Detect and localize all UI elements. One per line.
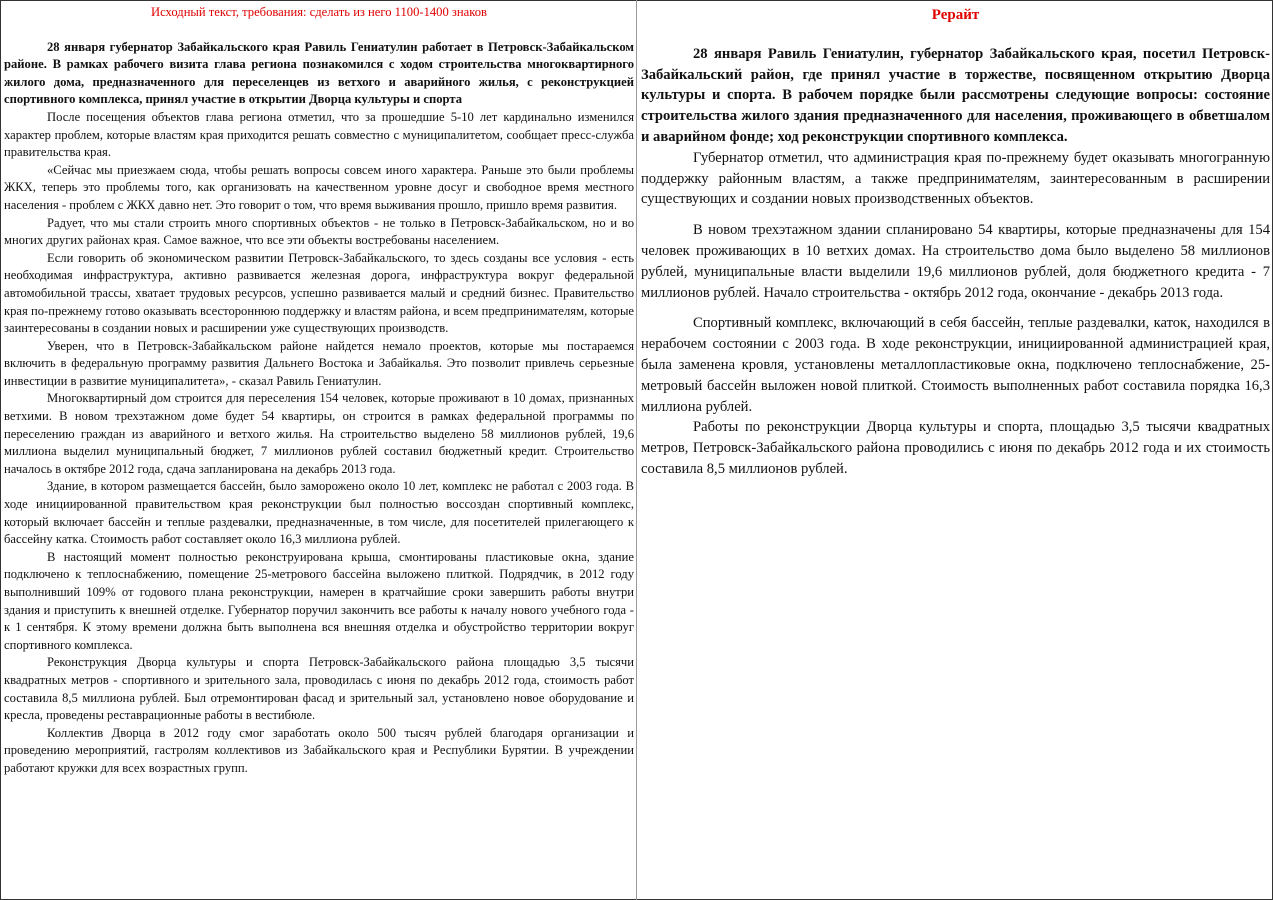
source-paragraph: Уверен, что в Петровск-Забайкальском районе найдется немало проектов, которые мы постараемся включить в федеральную программу развития Дальнего Востока и Забайкалья. Это позволит привлечь серьезные инвестиции в развитие муниципалитета», - сказал Равиль Гениатулин. [4, 338, 634, 388]
rewrite-paragraph: Работы по реконструкции Дворца культуры и спорта, площадью 3,5 тысячи квадратных метров, Петровск-Забайкальского района проводились с июня по декабрь 2012 года и их стоимость составила 8,5 миллионов рублей. [641, 419, 1270, 477]
rewrite-header: Рерайт [931, 7, 980, 23]
rewrite-lead-paragraph: 28 января Равиль Гениатулин, губернатор Забайкальского края, посетил Петровск-Забайкальский район, где принял участие в торжестве, посвященном открытию Дворца культуры и спорта. В рабочем порядке были рассмотрены следующие вопросы: состояние строительства жилого здания предназначенного для населения, проживающего в обветшалом и аварийном фонде; ход реконструкции спортивного комплекса. [641, 45, 1270, 145]
source-paragraph: «Сейчас мы приезжаем сюда, чтобы решать вопросы совсем иного характера. Раньше это были проблемы ЖКХ, теперь это проблемы того, как организовать на качественном уровне досуг и свободное время местного населения - проблем с ЖКХ давно нет. Это говорит о том, что время выживания прошло, пришло время развития. [4, 162, 634, 212]
column-divider [636, 0, 637, 900]
rewrite-paragraph: В новом трехэтажном здании спланировано 54 квартиры, которые предназначены для 154 человек проживающих в 10 ветхих домах. На строительство дома было выделено 58 миллионов рублей, муниципальные власти выделили 19,6 миллионов рублей, доля бюджетного кредита - 7 миллионов рублей. Начало строительства - октябрь 2012 года, окончание - декабрь 2013 года. [641, 222, 1270, 301]
rewrite-paragraph: Спортивный комплекс, включающий в себя бассейн, теплые раздевалки, каток, находился в нерабочем состоянии с 2003 года. В ходе реконструкции, инициированной администрацией края, была заменена кровля, установлены металлопластиковые окна, подключено теплоснабжение, 25-метровый бассейн выложен новой плиткой. Стоимость выполненных работ составила порядка 16,3 миллиона рублей. [641, 315, 1270, 415]
source-lead-paragraph: 28 января губернатор Забайкальского края Равиль Гениатулин работает в Петровск-Забайкальском районе. В рамках рабочего визита глава региона познакомился с ходом строительства многоквартирного жилого дома, предназначенного для переселенцев из ветхого и аварийного жилья, с реконструкцией спортивного комплекса, принял участие в открытии Дворца культуры и спорта [4, 39, 634, 107]
source-paragraph: Реконструкция Дворца культуры и спорта Петровск-Забайкальского района площадью 3,5 тысячи квадратных метров - спортивного и зрительного зала, проводилась с июня по декабрь 2012 года, стоимость работ составила 8,5 миллиона рублей. Был отремонтирован фасад и зрительный зал, установлено новое оборудование и кресла, проведены реставрационные работы в вестибюле. [4, 655, 634, 723]
source-paragraph: Коллектив Дворца в 2012 году смог заработать около 500 тысяч рублей благодаря организации и проведению мероприятий, гастролям коллективов из Забайкальского края и Республики Бурятии. В учреждении работают кружки для всех возрастных групп. [4, 725, 634, 775]
source-text-header: Исходный текст, требования: сделать из него 1100-1400 знаков [151, 5, 487, 19]
source-paragraph: Здание, в котором размещается бассейн, было заморожено около 10 лет, комплекс не работал с 2003 года. В ходе инициированной правительством края реконструкции был полностью воссоздан спортивный комплекс, который включает бассейн и теплые раздевалки, предназначенные, в том числе, для посетителей прилегающего к бассейну катка. Стоимость работ составляет около 16,3 миллиона рублей. [4, 479, 634, 547]
source-paragraph: Если говорить об экономическом развитии Петровск-Забайкальского, то здесь созданы все условия - есть необходимая инфраструктура, активно развивается железная дорога, инфраструктура вокруг федеральной автомобильной трассы, хватает трудовых ресурсов, успешно развивается малый и средний бизнес. Правительство края по-прежнему готово оказывать всестороннюю поддержку и властям района, и всем предпринимателям, которые заинтересованы в создании новых и расширении уже существующих производств. [4, 250, 634, 336]
source-text-column [4, 0, 634, 778]
rewrite-column [641, 0, 1270, 480]
source-paragraph: Радует, что мы стали строить много спортивных объектов - не только в Петровск-Забайкальском, но и во многих других районах края. Самое важное, что все эти объекты востребованы населением. [4, 215, 634, 248]
source-paragraph: После посещения объектов глава региона отметил, что за прошедшие 5-10 лет кардинально изменился характер проблем, которые властям края приходится решать совместно с муниципалитетом, сообщает пресс-служба правительства края. [4, 109, 634, 160]
source-paragraph: Многоквартирный дом строится для переселения 154 человек, которые проживают в 10 домах, признанных ветхими. В новом трехэтажном доме будет 54 квартиры, он строится в рамках федеральной программы по переселению граждан из аварийного и ветхого жилья. На строительство выделено 58 миллионов рублей, 19,6 миллиона выделил муниципальный бюджет, 7 миллионов рублей составил бюджетный кредит. Строительство началось в октябре 2012 года, сдача запланирована на декабрь 2013 года. [4, 391, 634, 476]
source-paragraph: В настоящий момент полностью реконструирована крыша, смонтированы пластиковые окна, здание подключено к теплоснабжению, помещение 25-метрового бассейна выложено плиткой. Подрядчик, в 2012 году выполнивший 109% от годового плана реконструкции, намерен в кратчайшие сроки завершить работы внутри здания и приступить к внешней отделке. Губернатор поручил закончить все работы к началу нового учебного года - к 1 сентября. К этому времени должна быть выполнена вся внешняя отделка и обустройство территории вокруг спортивного комплекса. [4, 549, 634, 652]
rewrite-paragraph: Губернатор отметил, что администрация края по-прежнему будет оказывать многогранную поддержку районным властям, а также предпринимателям, заинтересованным в расширении существующих и создании новых производственных объектов. [641, 149, 1270, 208]
